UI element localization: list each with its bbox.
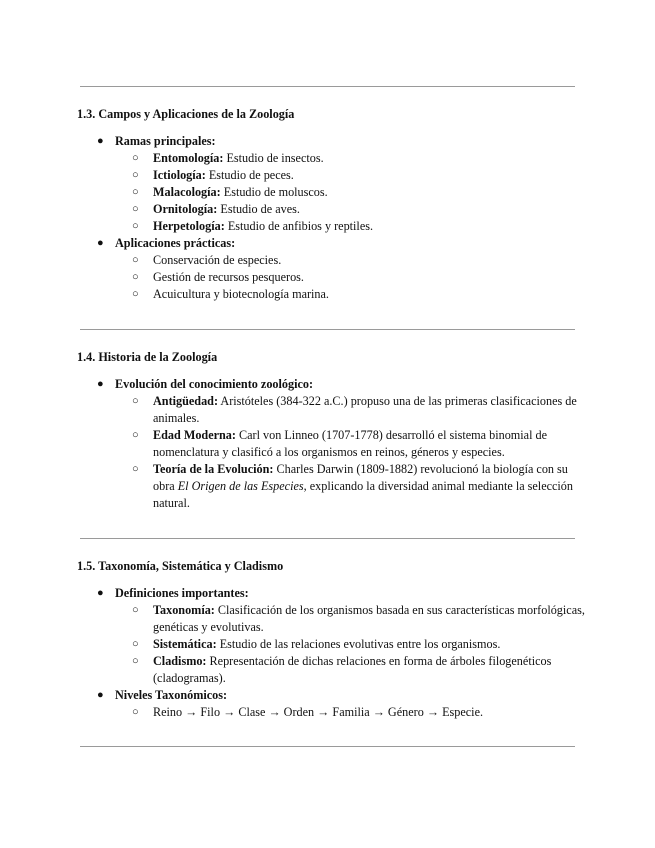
sub-list-item: ○ Ornitología: Estudio de aves. xyxy=(132,202,300,216)
circle-bullet-icon: ○ xyxy=(132,655,139,667)
circle-bullet-icon: ○ xyxy=(132,395,139,407)
horizontal-rule xyxy=(80,329,575,330)
circle-bullet-icon: ○ xyxy=(132,271,139,283)
bullet-icon: ● xyxy=(97,689,104,701)
sub-list xyxy=(115,252,587,303)
list-item-label: Evolución del conocimiento zoológico: xyxy=(115,377,314,391)
sub-list-item: ○ Edad Moderna: Carl von Linneo (1707-1778) desarrolló el sistema binomial de nomenclatura y clasificó a los organismos en reinos, géneros y especies. xyxy=(132,428,548,459)
horizontal-rule xyxy=(80,746,575,747)
bullet-icon: ● xyxy=(97,587,104,599)
circle-bullet-icon: ○ xyxy=(132,169,139,181)
bullet-list xyxy=(77,133,587,303)
horizontal-rule xyxy=(80,538,575,539)
circle-bullet-icon: ○ xyxy=(132,220,139,232)
sub-list-item: ○ Cladismo: Representación de dichas relaciones en forma de árboles filogenéticos (cladogramas). xyxy=(132,654,552,685)
horizontal-rule xyxy=(80,86,575,87)
circle-bullet-icon: ○ xyxy=(132,604,139,616)
section-title: 1.5. Taxonomía, Sistemática y Cladismo xyxy=(77,559,284,573)
sub-list-item: ○ Taxonomía: Clasificación de los organismos basada en sus características morfológicas, genéticas y evolutivas. xyxy=(132,603,585,634)
sub-list-item: ○ Malacología: Estudio de moluscos. xyxy=(132,185,328,199)
sub-list-item: ○ Entomología: Estudio de insectos. xyxy=(132,151,324,165)
circle-bullet-icon: ○ xyxy=(132,254,139,266)
list-item-label: Definiciones importantes: xyxy=(115,586,249,600)
list-item-label: Niveles Taxonómicos: xyxy=(115,688,228,702)
bullet-list xyxy=(77,376,587,512)
circle-bullet-icon: ○ xyxy=(132,429,139,441)
sub-list-item: ○ Ictiología: Estudio de peces. xyxy=(132,168,294,182)
sub-list-item: ○ Sistemática: Estudio de las relaciones evolutivas entre los organismos. xyxy=(132,637,501,651)
sub-list xyxy=(115,704,587,721)
list-item xyxy=(77,585,587,687)
bullet-icon: ● xyxy=(97,378,104,390)
section-1-5 xyxy=(77,558,587,721)
sub-list-item: ○ Herpetología: Estudio de anfibios y reptiles. xyxy=(132,219,374,233)
section-title: 1.4. Historia de la Zoología xyxy=(77,350,218,364)
circle-bullet-icon: ○ xyxy=(132,638,139,650)
sub-list xyxy=(115,393,587,512)
circle-bullet-icon: ○ xyxy=(132,288,139,300)
circle-bullet-icon: ○ xyxy=(132,152,139,164)
circle-bullet-icon: ○ xyxy=(132,463,139,475)
sub-list-item: ○ Reino → Filo → Clase → Orden → Familia → Género → Especie. xyxy=(132,705,484,719)
bullet-icon: ● xyxy=(97,237,104,249)
list-item xyxy=(77,133,587,235)
sub-list xyxy=(115,602,587,687)
sub-list-item: ○ Conservación de especies. xyxy=(132,253,282,267)
list-item xyxy=(77,376,587,512)
section-1-4 xyxy=(77,349,587,512)
list-item-label: Ramas principales: xyxy=(115,134,216,148)
sub-list-item: ○ Acuicultura y biotecnología marina. xyxy=(132,287,329,301)
sub-list xyxy=(115,150,587,235)
circle-bullet-icon: ○ xyxy=(132,706,139,718)
list-item xyxy=(77,687,587,721)
sub-list-item: ○ Gestión de recursos pesqueros. xyxy=(132,270,304,284)
bullet-list xyxy=(77,585,587,721)
sub-list-item: ○ Antigüedad: Aristóteles (384-322 a.C.) propuso una de las primeras clasificaciones de animales. xyxy=(132,394,577,425)
bullet-icon: ● xyxy=(97,135,104,147)
section-title: 1.3. Campos y Aplicaciones de la Zoología xyxy=(77,107,295,121)
circle-bullet-icon: ○ xyxy=(132,203,139,215)
section-1-3 xyxy=(77,106,587,303)
list-item xyxy=(77,235,587,303)
list-item-label: Aplicaciones prácticas: xyxy=(115,236,236,250)
sub-list-item: ○ Teoría de la Evolución: Charles Darwin (1809-1882) revolucionó la biología con su obra El Origen de las Especies, explicando la diversidad animal mediante la selección natural. xyxy=(132,462,573,510)
circle-bullet-icon: ○ xyxy=(132,186,139,198)
